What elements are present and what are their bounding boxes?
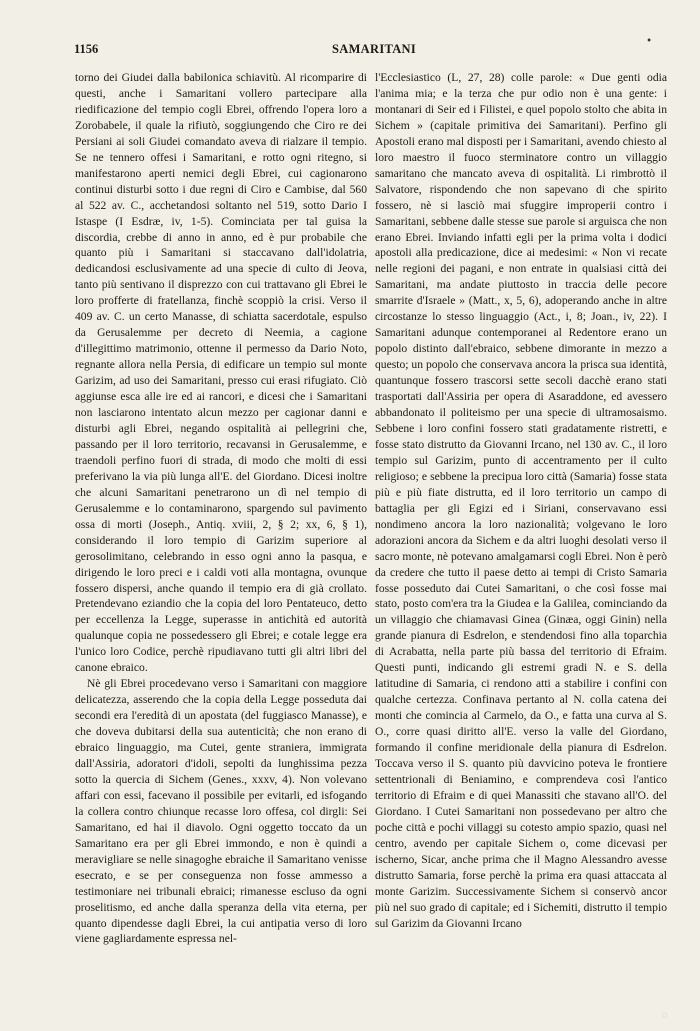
right-column (375, 70, 667, 995)
left-paragraph-2: Nè gli Ebrei procedevano verso i Samaritani con maggiore delicatezza, asserendo che la copia della Legge posseduta dai secondi era l'eredità di un apostata (del fuggiasco Manasse), e che doveva dubitarsi della sua autenticità; che non erano di ebraico linguaggio, ma Cutei, gente straniera, immigrata dall'Assiria, adoratori d'idoli, sepolti da lunghissima pezza sotto la quercia di Sichem (Genes., xxxv, 4). Non volevano affari con essi, facevano il possibile per evitarli, ed isfogando la collera contro chiunque recasse loro offesa, col dirgli: Sei Samaritano, ed hai il diavolo. Ogni oggetto toccato da un Samaritano era per gli Ebrei immondo, e non è quindi a meravigliare se nelle sinagoghe ebraiche il Samaritano venisse esecrato, e se per conseguenza non fosse ammesso a testimoniare nei tribunali ebraici; rimanesse escluso da ogni proselitismo, ed anche dalla speranza della vita eterna, per quanto dipendesse dagli Ebrei, la cui antipatia verso di loro viene gagliardamente espressa nel- (75, 677, 367, 946)
page-number: 1156 (74, 42, 99, 56)
left-column (75, 70, 367, 995)
page-header (74, 36, 682, 62)
right-paragraph-1: l'Ecclesiastico (L, 27, 28) colle parole: « Due genti odia l'anima mia; e la terza che pur odio non è una gente: i montanari di Seir ed i Filistei, e quel popolo stolto che abita in Sichem » (capitale primitiva dei Samaritani). Perfino gli Apostoli erano mal disposti per i Samaritani, avendo chiesto al loro maestro il fuoco sterminatore contro un villaggio samaritano che mancato aveva di ospitalità. Li rimbrottò il Salvatore, rispondendo che non sapevano di che spirito fossero, nè si lasciò mai sfuggire improperii contro i Samaritani, sebbene dalle stesse sue parole si arguisca che non erano Ebrei. Inviando infatti egli per la prima volta i dodici apostoli alla predicazione, dice ai medesimi: « Non vi recate nelle regioni dei pagani, e non entrate in qualsiasi città dei Samaritani, ma andate piuttosto in traccia delle pecore smarrite d'Israele » (Matt., x, 5, 6), adoperando anche in altre circostanze lo stesso linguaggio (Act., i, 8; Joan., iv, 22). I Samaritani adunque contemporanei al Redentore erano un popolo distinto dall'ebraico, sebbene dimorante in mezzo a questo; un popolo che conservava ancora la prisca sua identità, quantunque fossero trascorsi sette secoli dacchè erano stati trasportati dall'Assiria per opera di Asaraddone, ed avessero abbandonato il politeismo per una specie di ultramosaismo. Sebbene i loro confini fossero stati gradatamente ristretti, e fosse stato distrutto da Giovanni Ircano, nel 130 av. C., il loro tempio sul Garizim, punto di accentramento per il culto religioso; e sebbene la precipua loro città (Samaria) fosse stata più e più fiate distrutta, ed il loro territorio un campo di battaglia per gli Egizi ed i Siriani, conservavano essi nondimeno ancora la loro nazionalità; volgevano le loro adorazioni ancora da Sichem e da altri luoghi desolati verso il sacro monte, nè potevano amalgamarsi cogli Ebrei. Non è però da credere che tutto il paese detto ai tempi di Cristo Samaria fosse posseduto dai Cutei Samaritani, o che così fosse mai stato, posto com'era tra la Giudea e la Galilea, cominciando da un villaggio che chiamavasi Ginea (Ginæa, oggi Ginin) nella grande pianura di Esdrelon, e stendendosi fino alla toparchia di Acrabatta, nella parte più bassa del territorio di Efraim. Questi punti, indicando gli estremi gradi N. e S. della latitudine di Samaria, ci rendono atti a stabilire i confini con qualche certezza. Confinava pertanto al N. colla catena dei monti che comincia al Carmelo, da O., e fatta una curva al S. O., corre quasi diritto all'E. verso la valle del Giordano, formando il confine meridionale della pianura di Esdrelon. Toccava verso il S. quanto più davvicino poteva le frontiere settentrionali di Beniamino, e comprendeva così l'antico territorio di Efraim e di quei Manassiti che stavano all'O. del Giordano. I Cutei Samaritani non possedevano per altro che poche città e pochi villaggi su cotesto ampio spazio, quasi nel centro, avendo per capitale Sichem o, come dicevasi per ischerno, Sicar, anche prima che il Magno Alessandro avesse distrutto Samaria, forse perchè la prima era quasi attaccata al monte Garizim. Successivamente Sichem si conservò ancor più nel suo grado di capitale; ed i Sichemiti, distrutto il tempio sul Garizim da Giovanni Ircano (375, 71, 667, 930)
text-columns (75, 70, 667, 995)
margin-mark-icon: • (646, 36, 652, 47)
scan-watermark-icon: ◦ (659, 1006, 670, 1027)
running-title: SAMARITANI (332, 42, 417, 56)
left-paragraph-1: torno dei Giudei dalla babilonica schiavitù. Al ricomparire di questi, anche i Samaritani vollero partecipare alla riedificazione del tempio cogli Ebrei, offrendo l'opera loro a Zorobabele, il quale la rifiutò, soggiungendo che Ciro re dei Persiani ai soli Giudei comandato aveva di rialzare il tempio. Se ne tennero offesi i Samaritani, e rotto ogni ritegno, si manifestarono aperti nemici degli Ebrei, cui cagionarono continui disturbi sotto i due regni di Ciro e Cambise, dal 560 al 522 av. C., acchetandosi soltanto nel 519, sotto Dario I Istaspe (I Esdræ, iv, 1-5). Cominciata per tal guisa la discordia, crebbe di anno in anno, ed è pur probabile che quanto più i Samaritani si staccavano dall'idolatria, dedicandosi esclusivamente ad una specie di culto di Jeova, tanto più sentivano il disprezzo con cui trattavano gli Ebrei le loro profferte di fratellanza, finchè scoppiò la crisi. Verso il 409 av. C. un certo Manasse, di schiatta sacerdotale, espulso da Gerusalemme per decreto di Neemia, a cagione d'illegittimo matrimonio, ottenne il permesso da Dario Noto, regnante allora nella Persia, di edificare un tempio sul monte Garizim, ad uso dei Samaritani, presso cui erasi rifugiato. Ciò aggiunse esca alle ire ed ai rancori, e dicesi che i Samaritani non lasciarono intentato alcun mezzo per cagionar danni e disturbi agli Ebrei, negando ospitalità ai pellegrini che, passando per il loro territorio, recavansi in Gerusalemme, e traendoli perfino fuori di strada, di modo che molti di essi preferivano la via più lunga all'E. del Giordano. Dicesi inoltre che alcuni Samaritani penetrarono un dì nel tempio di Gerusalemme e lo contaminarono, spargendo sul pavimento ossa di morti (Joseph., Antiq. xviii, 2, § 2; xx, 6, § 1), considerando il loro tempio di Garizim superiore al gerosolimitano, celebrando in esso ogni anno la pasqua, e dirigendo le loro preci e i caldi voti alla montagna, ovunque fossero dispersi, anche quando il tempio era di già crollato. Pretendevano eziandio che la copia del loro Pentateuco, detto per eccellenza la Legge, superasse in antichità ed autorità qualunque copia ne possedessero gli Ebrei; e cotale legge era l'unico loro Codice, perchè ripudiavano tutti gli altri libri del canone ebraico. (75, 71, 367, 675)
